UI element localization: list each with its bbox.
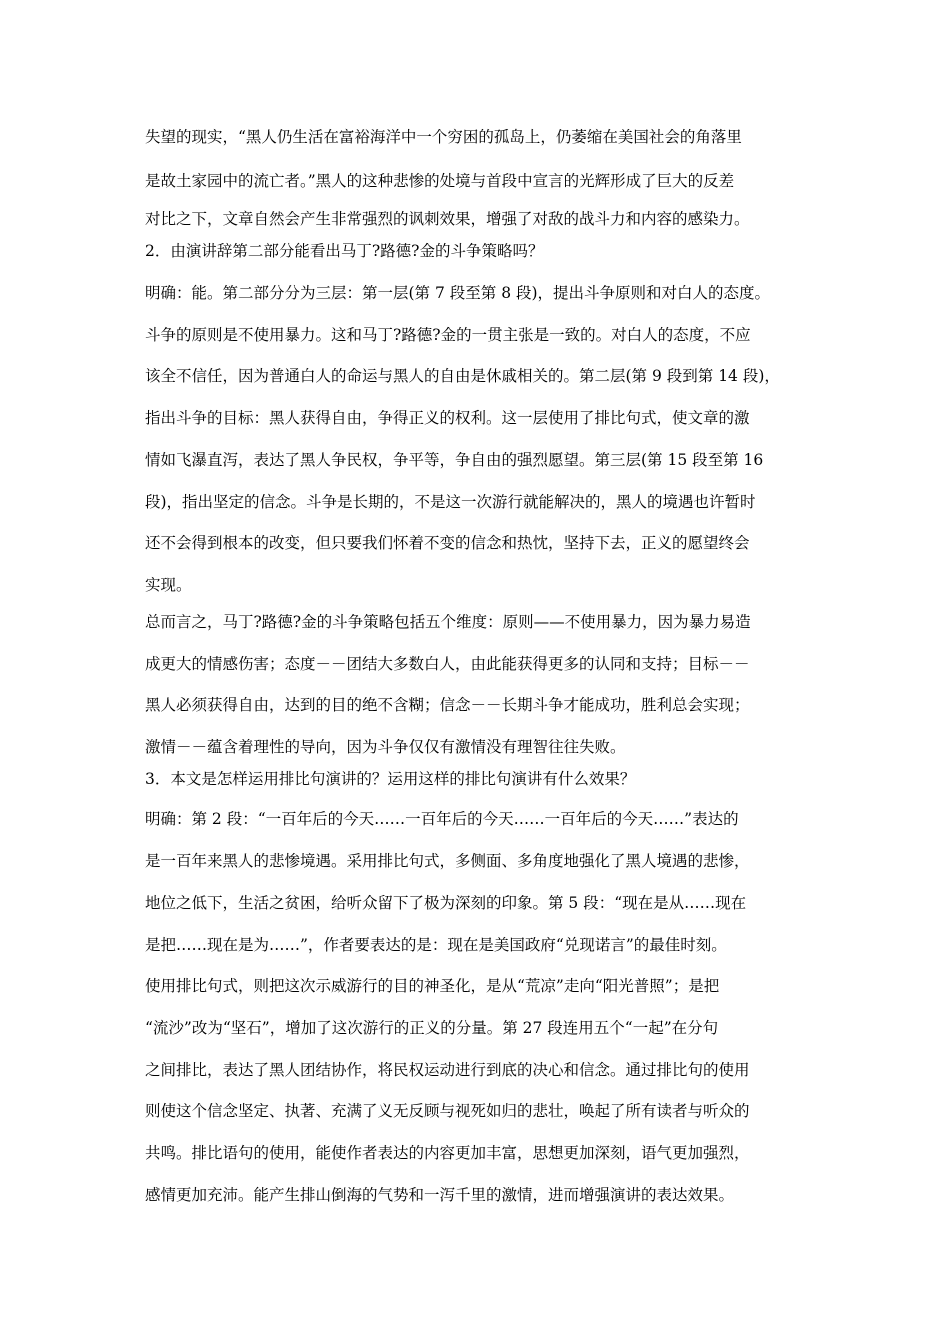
text-line: 激情－－蕴含着理性的导向，因为斗争仅仅有激情没有理智往往失败。 xyxy=(145,738,626,756)
question-heading: 2．由演讲辞第二部分能看出马丁?路德?金的斗争策略吗？ xyxy=(145,242,544,260)
text-line: 感情更加充沛。能产生排山倒海的气势和一泻千里的激情，进而增强演讲的表达效果。 xyxy=(145,1186,735,1204)
text-line: 黑人必须获得自由，达到的目的绝不含糊；信念－－长期斗争才能成功，胜利总会实现； xyxy=(145,696,750,714)
text-line: 之间排比，表达了黑人团结协作，将民权运动进行到底的决心和信念。通过排比句的使用 xyxy=(145,1061,750,1079)
text-line: 是一百年来黑人的悲惨境遇。采用排比句式，多侧面、多角度地强化了黑人境遇的悲惨， xyxy=(145,852,750,870)
text-line: 还不会得到根本的改变，但只要我们怀着不变的信念和热忱，坚持下去，正义的愿望终会 xyxy=(145,534,750,552)
text-line: 共鸣。排比语句的使用，能使作者表达的内容更加丰富，思想更加深刻，语气更加强烈， xyxy=(145,1144,750,1162)
text-line: 地位之低下，生活之贫困，给听众留下了极为深刻的印象。第 5 段：“现在是从……现在 xyxy=(145,894,747,912)
text-line: 段)，指出坚定的信念。斗争是长期的，不是这一次游行就能解决的，黑人的境遇也许暂时 xyxy=(145,493,756,511)
text-line: 是把……现在是为……”，作者要表达的是：现在是美国政府“兑现诺言”的最佳时刻。 xyxy=(145,936,727,954)
text-line: 总而言之，马丁?路德?金的斗争策略包括五个维度：原则——不使用暴力，因为暴力易造 xyxy=(145,613,751,631)
text-line: 斗争的原则是不使用暴力。这和马丁?路德?金的一贯主张是一致的。对白人的态度，不应 xyxy=(145,326,751,344)
text-line: 指出斗争的目标：黑人获得自由，争得正义的权利。这一层使用了排比句式，使文章的激 xyxy=(145,409,750,427)
text-line: 是故土家园中的流亡者。”黑人的这种悲惨的处境与首段中宣言的光辉形成了巨大的反差 xyxy=(145,172,735,190)
text-line: 情如飞瀑直泻，表达了黑人争民权，争平等，争自由的强烈愿望。第三层(第 15 段至第 16 xyxy=(145,451,764,469)
text-line: 明确：第 2 段：“一百年后的今天……一百年后的今天……一百年后的今天……”表达的 xyxy=(145,810,739,828)
text-line: 明确：能。第二部分分为三层：第一层(第 7 段至第 8 段)，提出斗争原则和对白人的态度。 xyxy=(145,284,771,302)
text-line: 该全不信任，因为普通白人的命运与黑人的自由是休戚相关的。第二层(第 9 段到第 14 段)， xyxy=(145,367,780,385)
text-line: 对比之下，文章自然会产生非常强烈的讽刺效果，增强了对敌的战斗力和内容的感染力。 xyxy=(145,210,750,228)
text-line: 成更大的情感伤害；态度－－团结大多数白人，由此能获得更多的认同和支持；目标－－ xyxy=(145,655,750,673)
text-line: 失望的现实，“黑人仍生活在富裕海洋中一个穷困的孤岛上，仍萎缩在美国社会的角落里 xyxy=(145,128,742,146)
text-line: 实现。 xyxy=(145,576,192,594)
text-line: “流沙”改为“坚石”，增加了这次游行的正义的分量。第 27 段连用五个“一起”在分句 xyxy=(145,1019,719,1037)
question-heading: 3．本文是怎样运用排比句演讲的？运用这样的排比句演讲有什么效果？ xyxy=(145,770,636,788)
text-line: 使用排比句式，则把这次示威游行的目的神圣化，是从“荒凉”走向“阳光普照”；是把 xyxy=(145,977,720,995)
text-line: 则使这个信念坚定、执著、充满了义无反顾与视死如归的悲壮，唤起了所有读者与听众的 xyxy=(145,1102,750,1120)
